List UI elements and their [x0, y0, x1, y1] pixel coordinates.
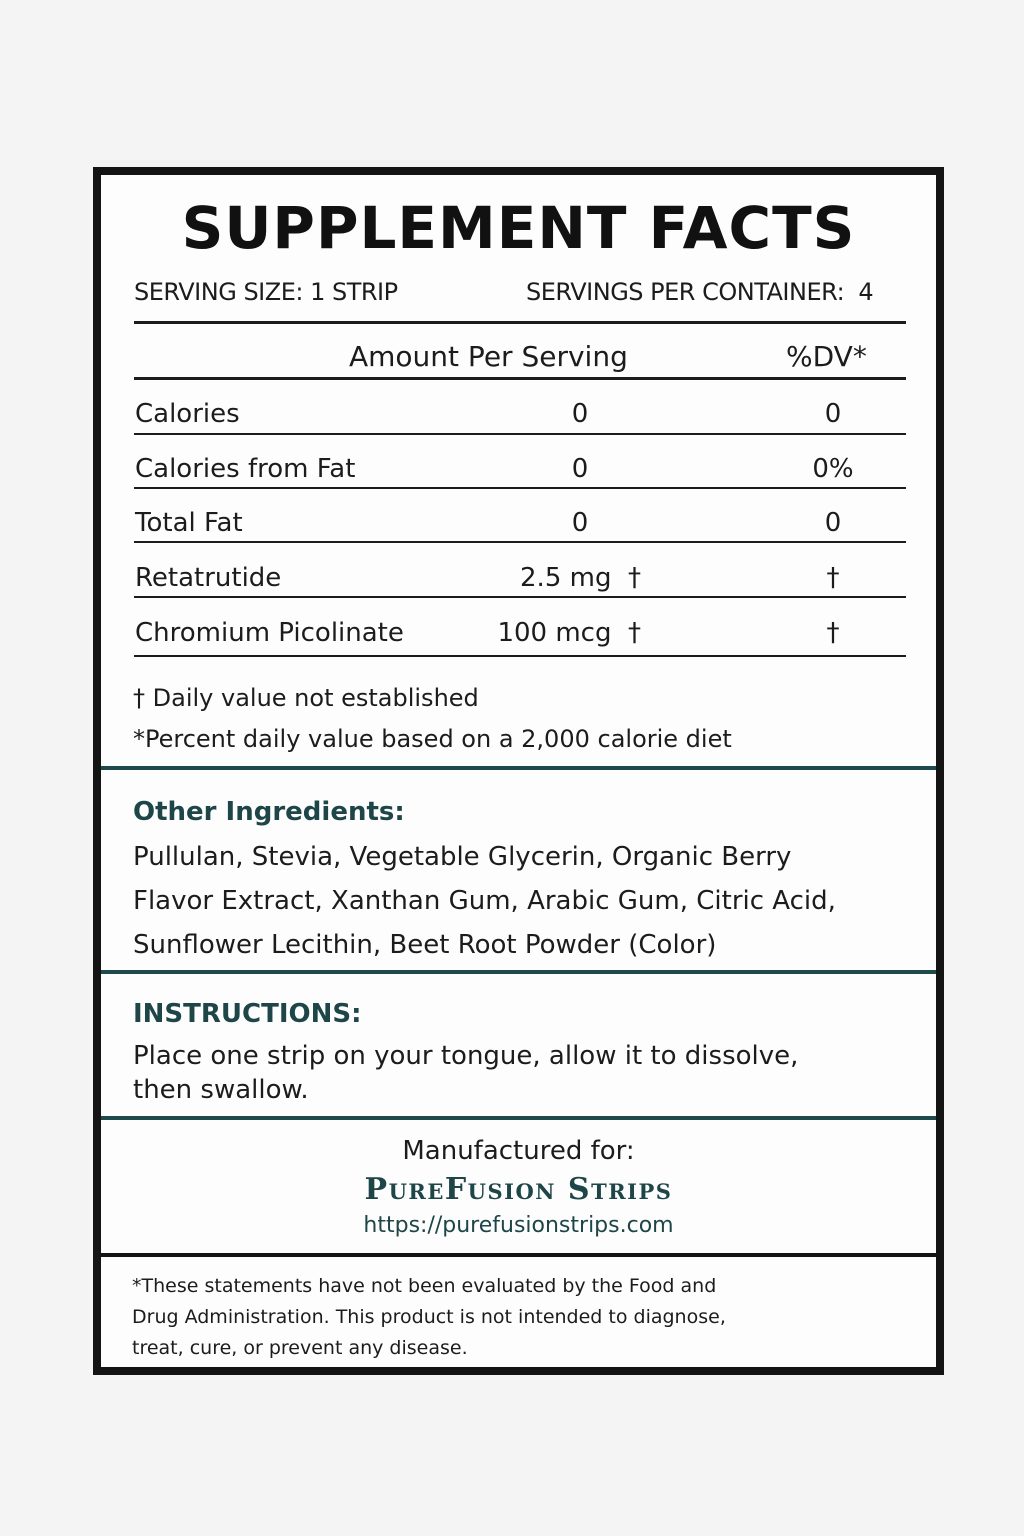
table-bottom-rule — [134, 655, 906, 657]
row-amount-calories-from-fat: 0 — [571, 454, 589, 484]
row-divider — [134, 541, 906, 543]
other-ingredients-text — [133, 835, 873, 967]
instructions-heading: INSTRUCTIONS: — [133, 999, 362, 1029]
row-dv-chromium-picolinate: † — [826, 618, 840, 648]
row-label-calories: Calories — [135, 399, 240, 429]
row-amount-retatrutide: 2.5 mg † — [520, 563, 641, 593]
disclaimer-line: Drug Administration. This product is not intended to diagnose, — [132, 1306, 726, 1328]
section-divider — [101, 766, 936, 770]
other-ingredients-heading: Other Ingredients: — [133, 797, 405, 827]
row-dv-retatrutide: † — [826, 563, 840, 593]
row-divider — [134, 433, 906, 435]
row-dv-total-fat: 0 — [824, 508, 842, 538]
column-header-dv: %DV* — [786, 340, 867, 373]
row-label-total-fat: Total Fat — [135, 508, 243, 538]
brand-name: PureFusion Strips — [364, 1172, 673, 1207]
ingredients-line: Pullulan, Stevia, Vegetable Glycerin, Organic Berry — [133, 842, 792, 872]
row-label-calories-from-fat: Calories from Fat — [135, 454, 356, 484]
row-label-chromium-picolinate: Chromium Picolinate — [135, 618, 404, 648]
ingredients-line: Sunflower Lecithin, Beet Root Powder (Color) — [133, 930, 717, 960]
row-amount-chromium-picolinate: 100 mcg † — [497, 618, 641, 648]
column-header-amount: Amount Per Serving — [349, 340, 628, 373]
instructions-line: then swallow. — [133, 1075, 309, 1105]
serving-size: SERVING SIZE: 1 STRIP — [134, 278, 398, 306]
row-dv-calories: 0 — [824, 399, 842, 429]
column-header-rule — [134, 377, 906, 380]
row-dv-calories-from-fat: 0% — [812, 454, 854, 484]
row-amount-total-fat: 0 — [571, 508, 589, 538]
manufactured-for-label: Manufactured for: — [402, 1136, 635, 1166]
dagger-note: † Daily value not established — [133, 684, 479, 712]
servings-per-container: SERVINGS PER CONTAINER: 4 — [526, 278, 874, 306]
percent-dv-note: *Percent daily value based on a 2,000 calorie diet — [133, 725, 732, 753]
fda-disclaimer — [132, 1271, 892, 1364]
header-rule — [134, 321, 906, 324]
panel-title: SUPPLEMENT FACTS — [181, 194, 856, 262]
row-divider — [134, 596, 906, 598]
ingredients-line: Flavor Extract, Xanthan Gum, Arabic Gum, Citric Acid, — [133, 886, 836, 916]
brand-url[interactable]: https://purefusionstrips.com — [363, 1213, 674, 1238]
disclaimer-divider — [101, 1253, 936, 1257]
row-amount-calories: 0 — [571, 399, 589, 429]
supplement-facts-panel — [93, 167, 944, 1375]
instructions-line: Place one strip on your tongue, allow it to dissolve, — [133, 1041, 799, 1071]
disclaimer-line: *These statements have not been evaluated by the Food and — [132, 1275, 717, 1297]
instructions-text — [133, 1039, 873, 1107]
section-divider — [101, 1116, 936, 1120]
row-divider — [134, 487, 906, 489]
section-divider — [101, 970, 936, 974]
row-label-retatrutide: Retatrutide — [135, 563, 282, 593]
disclaimer-line: treat, cure, or prevent any disease. — [132, 1337, 468, 1359]
